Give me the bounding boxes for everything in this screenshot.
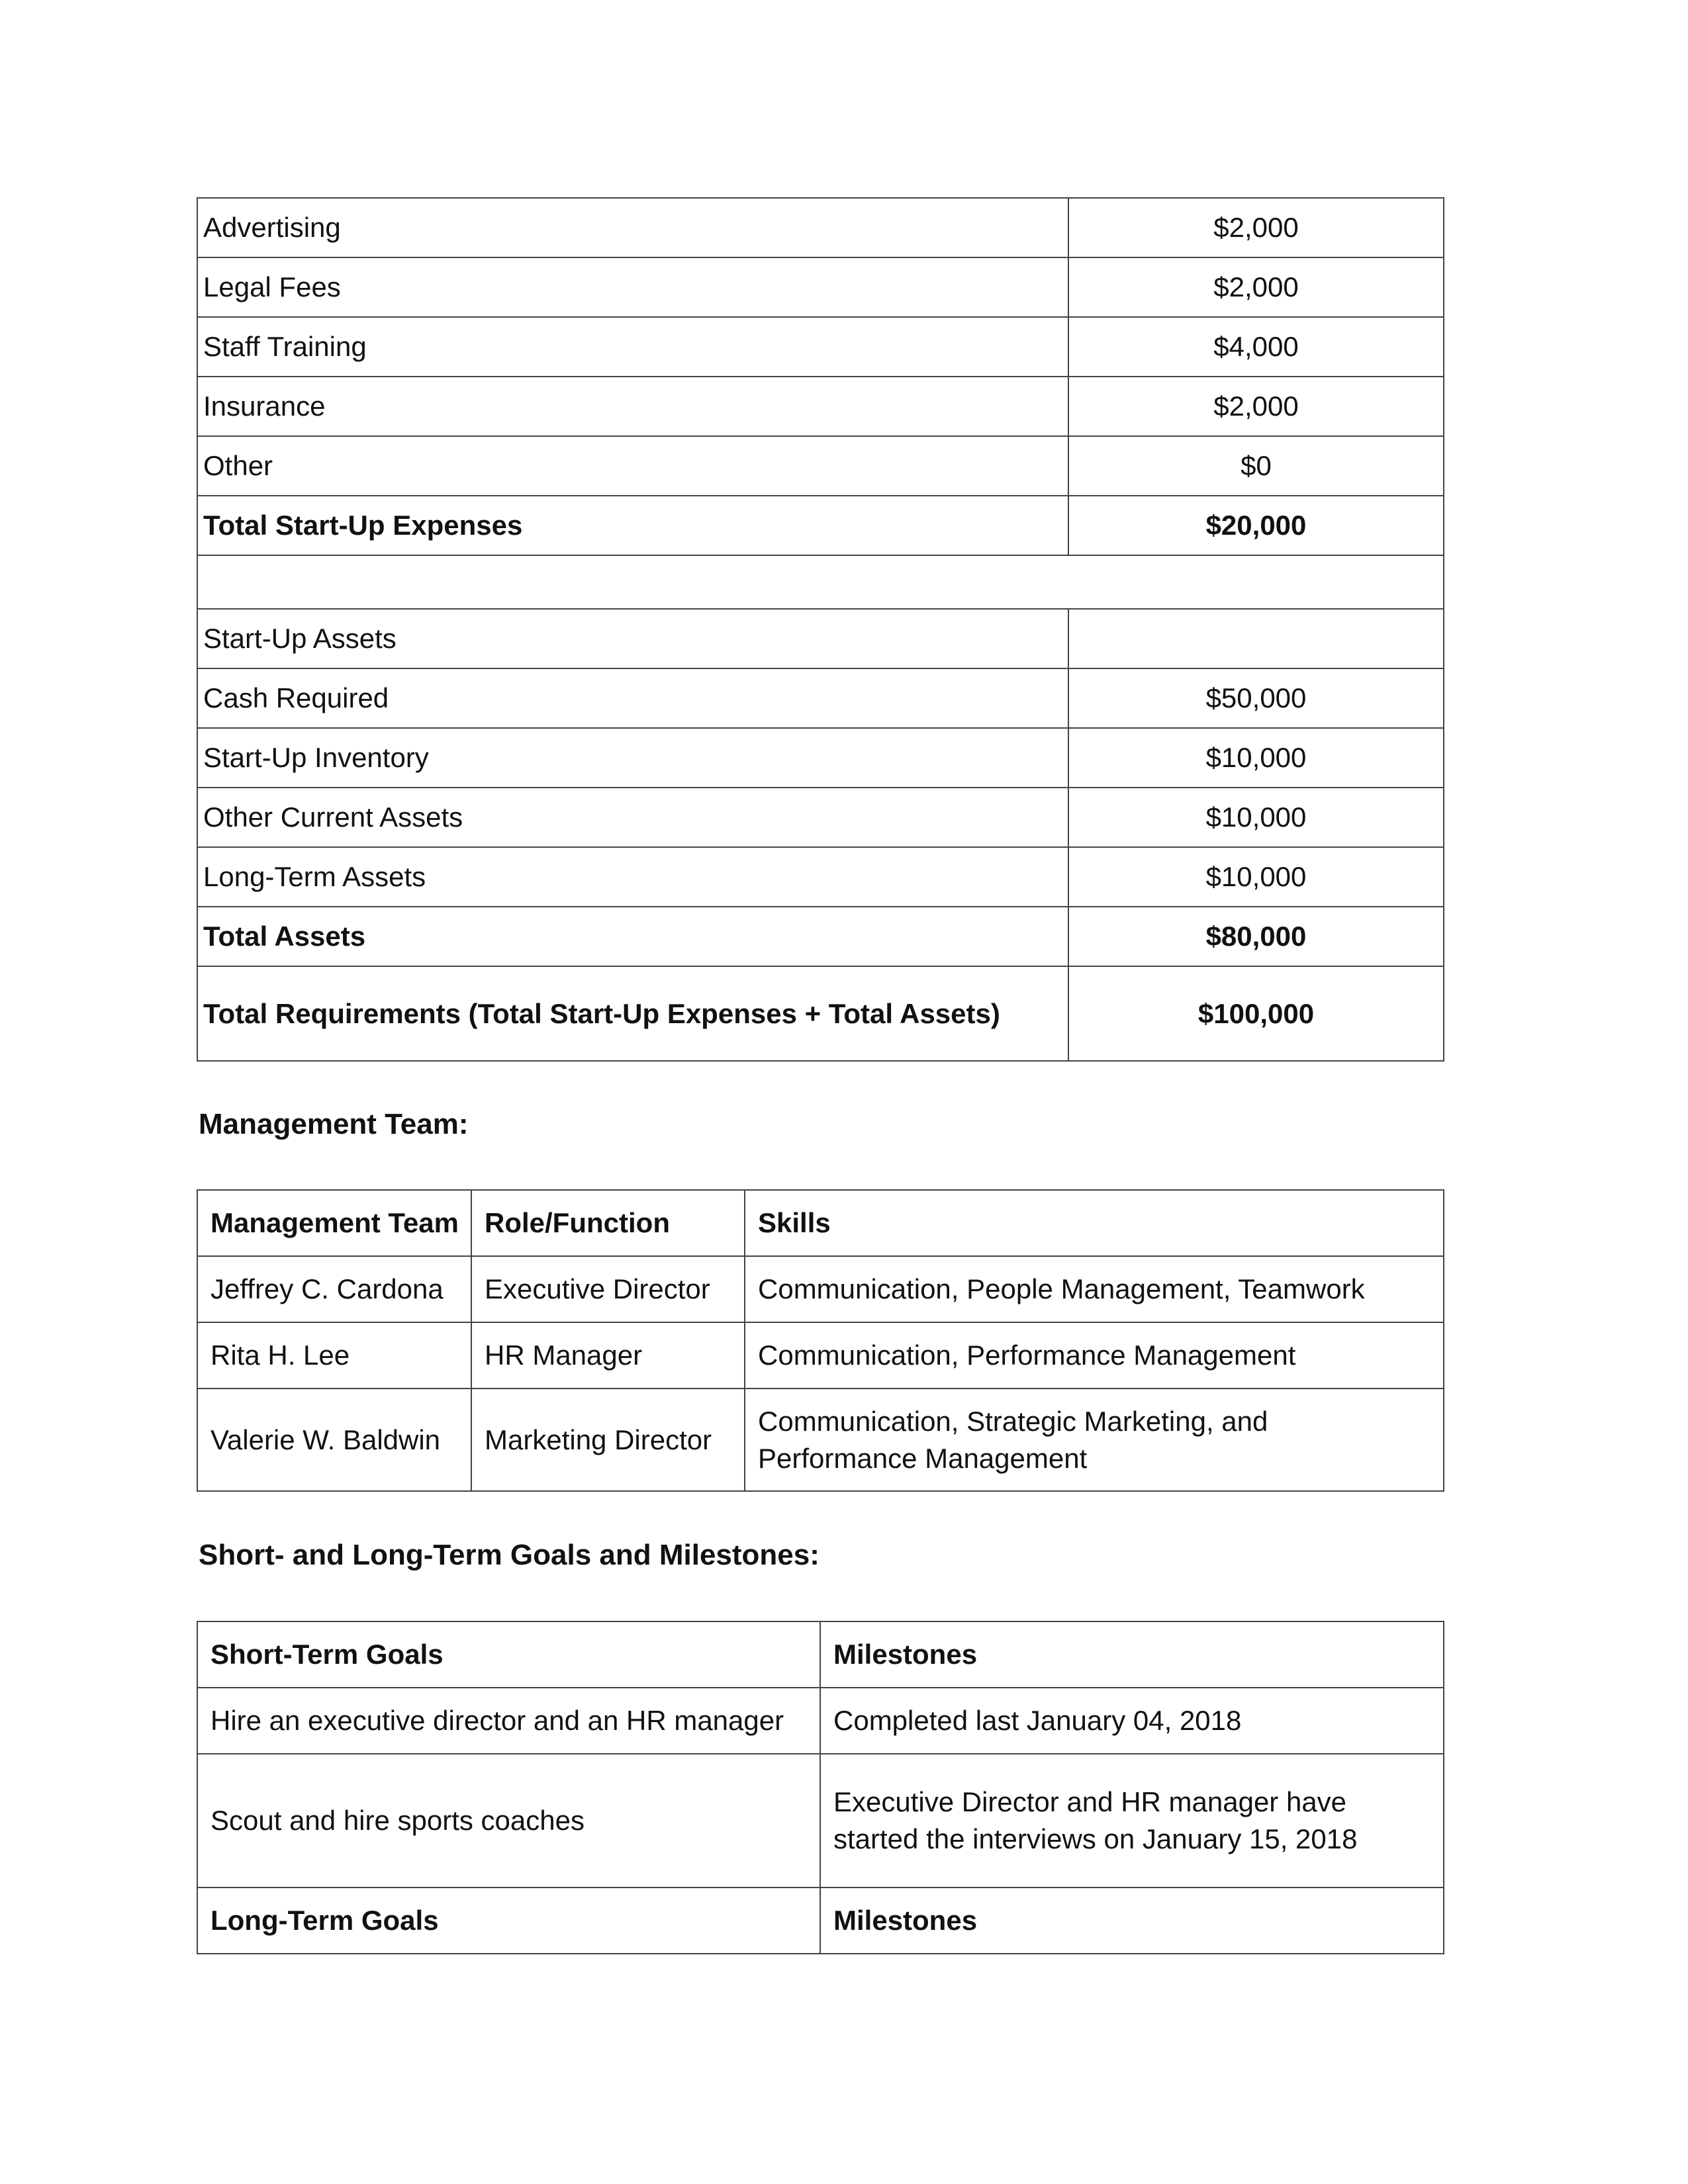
table-row xyxy=(197,847,1444,907)
total-expenses-label: Total Start-Up Expenses xyxy=(197,496,1068,555)
table-row xyxy=(197,1688,1444,1754)
total-assets-row xyxy=(197,907,1444,966)
column-header: Role/Function xyxy=(471,1190,745,1256)
column-header: Short-Term Goals xyxy=(197,1621,820,1688)
member-skills: Communication, Performance Management xyxy=(745,1322,1444,1388)
table-row xyxy=(197,436,1444,496)
expense-label: Advertising xyxy=(197,198,1068,257)
management-team-table xyxy=(197,1189,1444,1492)
table-row xyxy=(197,668,1444,728)
goals-milestones-table xyxy=(197,1621,1444,1954)
member-role: Marketing Director xyxy=(471,1388,745,1491)
table-row xyxy=(197,317,1444,377)
table-row xyxy=(197,788,1444,847)
spacer-row xyxy=(197,555,1444,609)
asset-label: Long-Term Assets xyxy=(197,847,1068,907)
table-row xyxy=(197,257,1444,317)
column-header: Skills xyxy=(745,1190,1444,1256)
table-header-row xyxy=(197,1190,1444,1256)
total-expenses-row xyxy=(197,496,1444,555)
expense-label: Legal Fees xyxy=(197,257,1068,317)
column-header: Milestones xyxy=(820,1621,1444,1688)
table-header-row xyxy=(197,1888,1444,1954)
assets-header-label: Start-Up Assets xyxy=(197,609,1068,668)
total-requirements-label: Total Requirements (Total Start-Up Expenses + Total Assets) xyxy=(197,966,1068,1061)
member-role: Executive Director xyxy=(471,1256,745,1322)
expense-amount: $4,000 xyxy=(1068,317,1444,377)
column-header: Long-Term Goals xyxy=(197,1888,820,1954)
member-name: Jeffrey C. Cardona xyxy=(197,1256,471,1322)
total-expenses-amount: $20,000 xyxy=(1068,496,1444,555)
goal-text: Hire an executive director and an HR manager xyxy=(197,1688,820,1754)
expense-label: Other xyxy=(197,436,1068,496)
asset-label: Start-Up Inventory xyxy=(197,728,1068,788)
goals-heading: Short- and Long-Term Goals and Milestones: xyxy=(199,1539,820,1571)
table-row xyxy=(197,1256,1444,1322)
asset-amount: $10,000 xyxy=(1068,728,1444,788)
startup-budget-table xyxy=(197,197,1444,1062)
asset-amount: $50,000 xyxy=(1068,668,1444,728)
expense-label: Insurance xyxy=(197,377,1068,436)
empty-cell xyxy=(197,555,1444,609)
table-row xyxy=(197,1388,1444,1491)
skills-line: Communication, Strategic Marketing, and xyxy=(758,1405,1268,1437)
expense-amount: $2,000 xyxy=(1068,257,1444,317)
asset-label: Other Current Assets xyxy=(197,788,1068,847)
asset-amount: $10,000 xyxy=(1068,788,1444,847)
milestone-text xyxy=(820,1754,1444,1888)
total-requirements-amount: $100,000 xyxy=(1068,966,1444,1061)
milestone-line: started the interviews on January 15, 2018 xyxy=(833,1823,1358,1854)
expense-label: Staff Training xyxy=(197,317,1068,377)
member-name: Rita H. Lee xyxy=(197,1322,471,1388)
member-skills xyxy=(745,1388,1444,1491)
total-assets-amount: $80,000 xyxy=(1068,907,1444,966)
column-header: Management Team xyxy=(197,1190,471,1256)
milestone-text: Completed last January 04, 2018 xyxy=(820,1688,1444,1754)
total-assets-label: Total Assets xyxy=(197,907,1068,966)
assets-header-row xyxy=(197,609,1444,668)
management-team-heading: Management Team: xyxy=(199,1108,469,1140)
table-row xyxy=(197,1322,1444,1388)
member-name: Valerie W. Baldwin xyxy=(197,1388,471,1491)
expense-amount: $2,000 xyxy=(1068,377,1444,436)
table-row xyxy=(197,1754,1444,1888)
total-requirements-row xyxy=(197,966,1444,1061)
asset-amount: $10,000 xyxy=(1068,847,1444,907)
asset-label: Cash Required xyxy=(197,668,1068,728)
expense-amount: $0 xyxy=(1068,436,1444,496)
table-row xyxy=(197,728,1444,788)
table-row xyxy=(197,198,1444,257)
empty-cell xyxy=(1068,609,1444,668)
milestone-line: Executive Director and HR manager have xyxy=(833,1786,1347,1817)
member-role: HR Manager xyxy=(471,1322,745,1388)
table-header-row xyxy=(197,1621,1444,1688)
expense-amount: $2,000 xyxy=(1068,198,1444,257)
member-skills: Communication, People Management, Teamwork xyxy=(745,1256,1444,1322)
skills-line: Performance Management xyxy=(758,1442,1088,1474)
goal-text: Scout and hire sports coaches xyxy=(197,1754,820,1888)
table-row xyxy=(197,377,1444,436)
column-header: Milestones xyxy=(820,1888,1444,1954)
